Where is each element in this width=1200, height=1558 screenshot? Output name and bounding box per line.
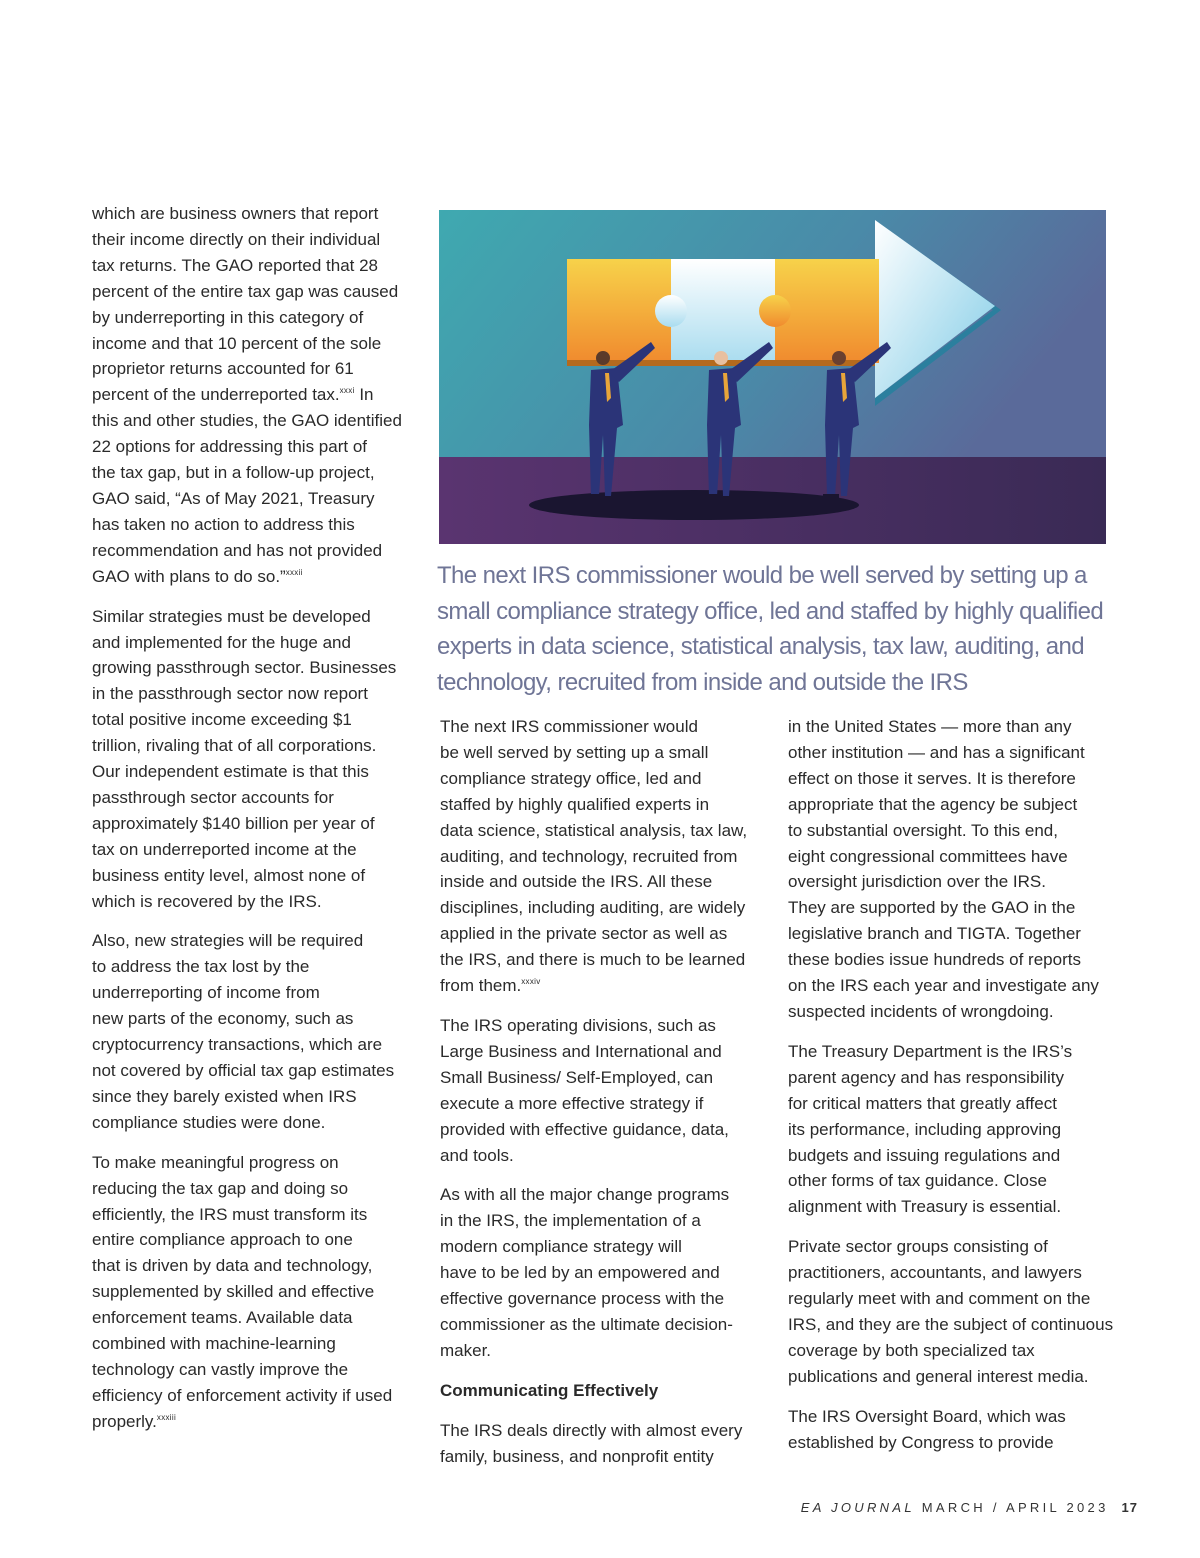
middle-paragraph-3: As with all the major change programs in the IRS, the implementation of a modern compliance strategy will have to be led by an empowered and effective governance process with the commissioner as the ultimate decision- maker. [440, 1185, 733, 1360]
right-paragraph-1: in the United States — more than any other institution — and has a significant effect on those it serves. It is therefore appropriate that the agency be subject to substantial oversight. To this end, eight congressional committees have oversight jurisdiction over the IRS. They are supported by the GAO in the legislative branch and TIGTA. Together these bodies issue hundreds of reports on the IRS each year and investigate any suspected incidents of wrongdoing. [788, 717, 1099, 1021]
journal-name: EA JOURNAL [800, 1500, 915, 1515]
endnote-ref: xxxi [339, 386, 355, 396]
right-paragraph-3: Private sector groups consisting of practitioners, accountants, and lawyers regularly meet with and comment on the IRS, and they are the subject of continuous coverage by both specialized tax publications and general interest media. [788, 1237, 1114, 1386]
issue-date: MARCH / APRIL 2023 [921, 1500, 1109, 1515]
endnote-ref: xxxiv [521, 977, 541, 987]
teamwork-puzzle-arrow-illustration [439, 210, 1106, 544]
page-number: 17 [1121, 1500, 1138, 1515]
left-paragraph-4: To make meaningful progress on reducing the tax gap and doing so efficiently, the IRS must transform its entire compliance approach to one that is driven by data and technology, supplemented by skilled and effective enforcement teams. Available data combined with machine-learning technology can vastly improve the efficiency of enforcement activity if used properly.$^{xxxiii}$ [92, 1152, 393, 1431]
middle-text-column [440, 714, 770, 1483]
middle-paragraph-4: The IRS deals directly with almost every family, business, and nonprofit entity [440, 1420, 743, 1466]
page-footer [801, 1500, 1138, 1515]
right-text-column [788, 714, 1118, 1469]
left-text-column [92, 201, 422, 1449]
pull-quote: The next IRS commissioner would be well served by setting up a small compliance strategy office, led and staffed by highly qualified experts in data science, statistical analysis, tax law, auditing, and technology, recruited from inside and outside the IRS [437, 562, 1104, 696]
section-subheading: Communicating Effectively [440, 1380, 659, 1400]
left-paragraph-2: Similar strategies must be developed and implemented for the huge and growing passthrough sector. Businesses in the passthrough sector now report total positive income exceeding $1 trillion, rivaling that of all corporations. Our independent estimate is that this passthrough sector accounts for approximately $140 billion per year of tax on underreported income at the business entity level, almost none of which is recovered by the IRS. [92, 606, 397, 911]
floor-shadow [529, 490, 859, 520]
endnote-ref: xxxii [285, 567, 303, 577]
left-paragraph-1: which are business owners that report their income directly on their individual tax returns. The GAO reported that 28 percent of the entire tax gap was caused by underreporting in this category of income and that 10 percent of the sole proprietor returns accounted for 61 percent of the underreported tax.$^{xxxi}$ In this and other studies, the GAO identified 22 options for addressing this part of the tax gap, but in a follow-up project, GAO said, “As of May 2021, Treasury has taken no action to address this recommendation and has not provided GAO with plans to do so.”$^{xxxii}$ [92, 204, 402, 586]
middle-paragraph-1: The next IRS commissioner would be well served by setting up a small compliance strategy office, led and staffed by highly qualified experts in data science, statistical analysis, tax law, auditing, and technology, recruited from inside and outside the IRS. All these disciplines, including auditing, are widely applied in the private sector as well as the IRS, and there is much to be learned from them.$^{xxxiv}$ [440, 717, 748, 996]
right-paragraph-4: The IRS Oversight Board, which was established by Congress to provide [788, 1406, 1066, 1452]
middle-paragraph-2: The IRS operating divisions, such as Large Business and International and Small Business/ Self-Employed, can execute a more effective strategy if provided with effective guidance, data, and tools. [440, 1015, 729, 1165]
endnote-ref: xxxiii [156, 1412, 177, 1422]
puzzle-knob-2 [759, 295, 791, 327]
puzzle-knob-1 [655, 295, 687, 327]
left-paragraph-3: Also, new strategies will be required to address the tax lost by the underreporting of income from new parts of the economy, such as cryptocurrency transactions, which are not covered by official tax gap estimates since they barely existed when IRS compliance studies were done. [92, 931, 395, 1132]
right-paragraph-2: The Treasury Department is the IRS’s parent agency and has responsibility for critical matters that greatly affect its performance, including approving budgets and issuing regulations and other forms of tax guidance. Close alignment with Treasury is essential. [788, 1041, 1073, 1217]
